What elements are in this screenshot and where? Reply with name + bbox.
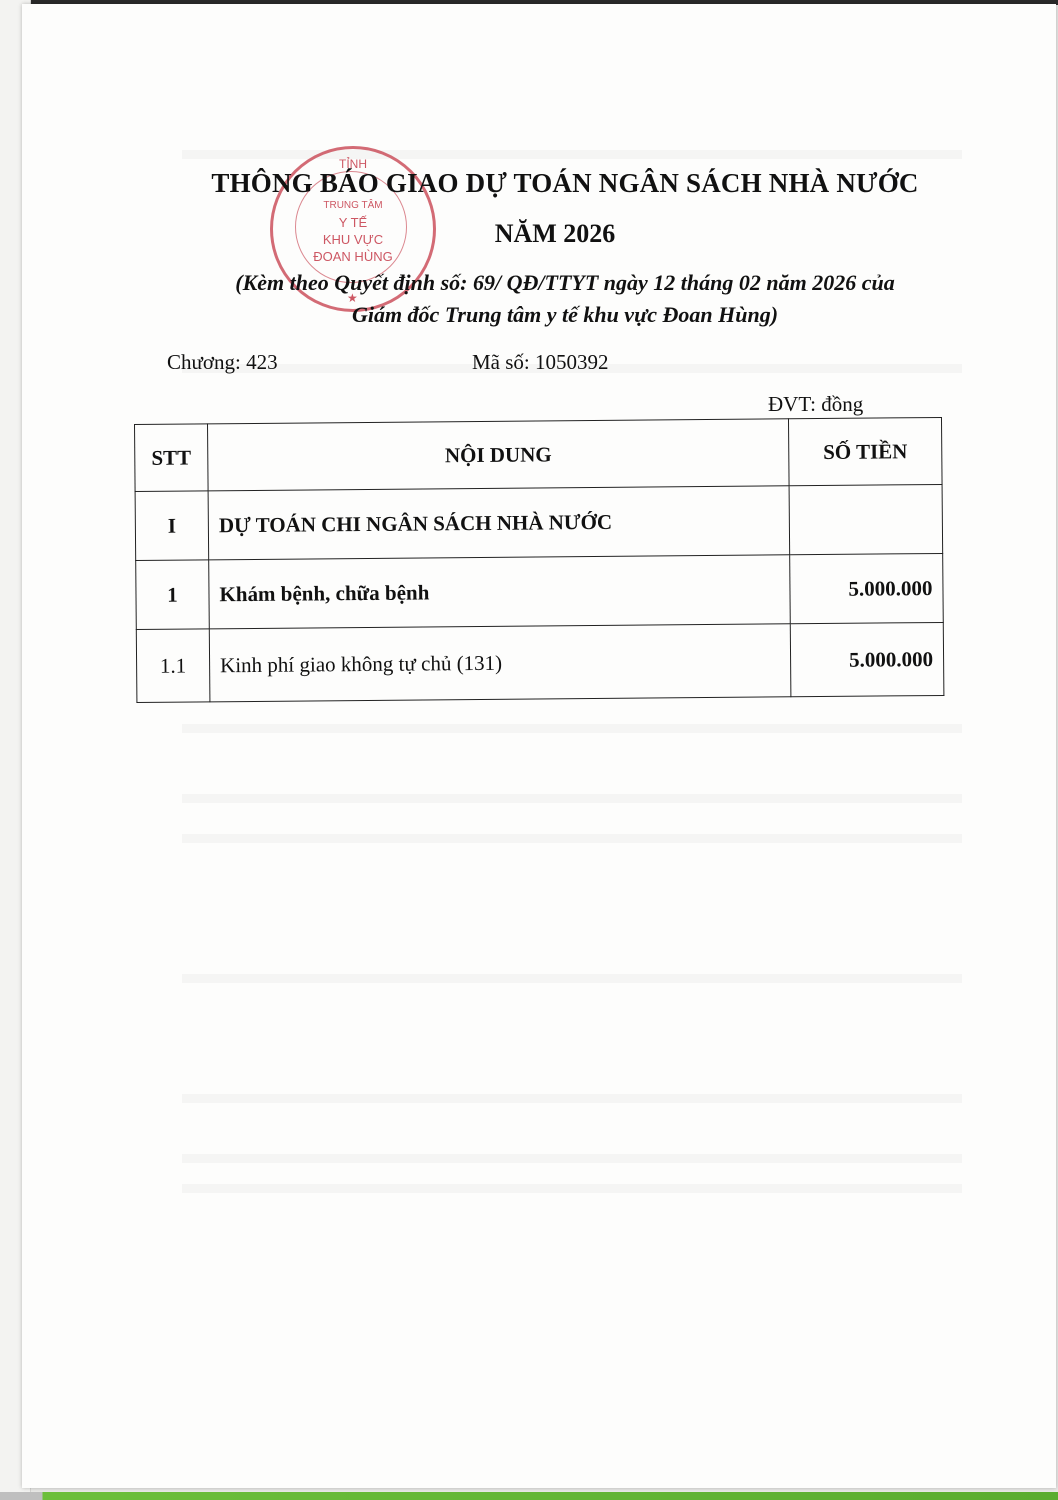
document-year: NĂM 2026 — [494, 219, 616, 248]
row-amount: 5.000.000 — [790, 622, 944, 696]
row-amount: 5.000.000 — [790, 553, 944, 623]
chapter-label: Chương: 423 — [167, 350, 278, 374]
subtitle-line-2: Giám đốc Trung tâm y tế khu vực Đoan Hùng) — [351, 302, 779, 327]
row-stt: 1 — [136, 560, 210, 630]
row-amount — [789, 484, 943, 554]
bleed-through-text — [182, 834, 962, 843]
row-content: Kinh phí giao không tự chủ (131) — [209, 624, 791, 702]
scan-bottom-edge — [0, 1492, 1058, 1500]
bleed-through-text — [182, 724, 962, 733]
seal-star-icon: ★ — [347, 291, 358, 305]
seal-line: ĐOAN HÙNG — [313, 249, 393, 264]
row-content: Khám bệnh, chữa bệnh — [209, 555, 791, 629]
row-stt: 1.1 — [136, 629, 210, 703]
row-stt: I — [135, 491, 209, 561]
table-row — [135, 484, 943, 560]
header-amount: SỐ TIỀN — [788, 417, 942, 485]
bleed-through-text — [182, 794, 962, 803]
table-header-row — [135, 417, 943, 491]
bleed-through-text — [182, 1154, 962, 1163]
header-stt: STT — [135, 424, 209, 492]
seal-line: TRUNG TÂM — [323, 200, 383, 211]
seal-center-text — [273, 197, 433, 265]
subtitle-line-1: (Kèm theo Quyết định số: 69/ QĐ/TTYT ngày 12 tháng 02 năm 2026 của — [235, 270, 895, 295]
budget-table — [134, 417, 944, 703]
bleed-through-text — [182, 1184, 962, 1193]
row-content: DỰ TOÁN CHI NGÂN SÁCH NHÀ NƯỚC — [208, 486, 790, 560]
bleed-through-text — [182, 1094, 962, 1103]
bleed-through-text — [182, 974, 962, 983]
document-title: THÔNG BÁO GIAO DỰ TOÁN NGÂN SÁCH NHÀ NƯỚC — [211, 168, 919, 198]
seal-line: Y TẾ — [338, 215, 368, 230]
seal-top-text: TỈNH — [339, 157, 367, 171]
header-content: NỘI DUNG — [208, 419, 790, 491]
unit-label: ĐVT: đồng — [768, 392, 864, 416]
table-row — [136, 622, 944, 702]
code-label: Mã số: 1050392 — [472, 350, 609, 374]
table-row — [136, 553, 944, 629]
document-subtitle — [150, 267, 980, 331]
seal-line: KHU VỰC — [322, 232, 384, 247]
